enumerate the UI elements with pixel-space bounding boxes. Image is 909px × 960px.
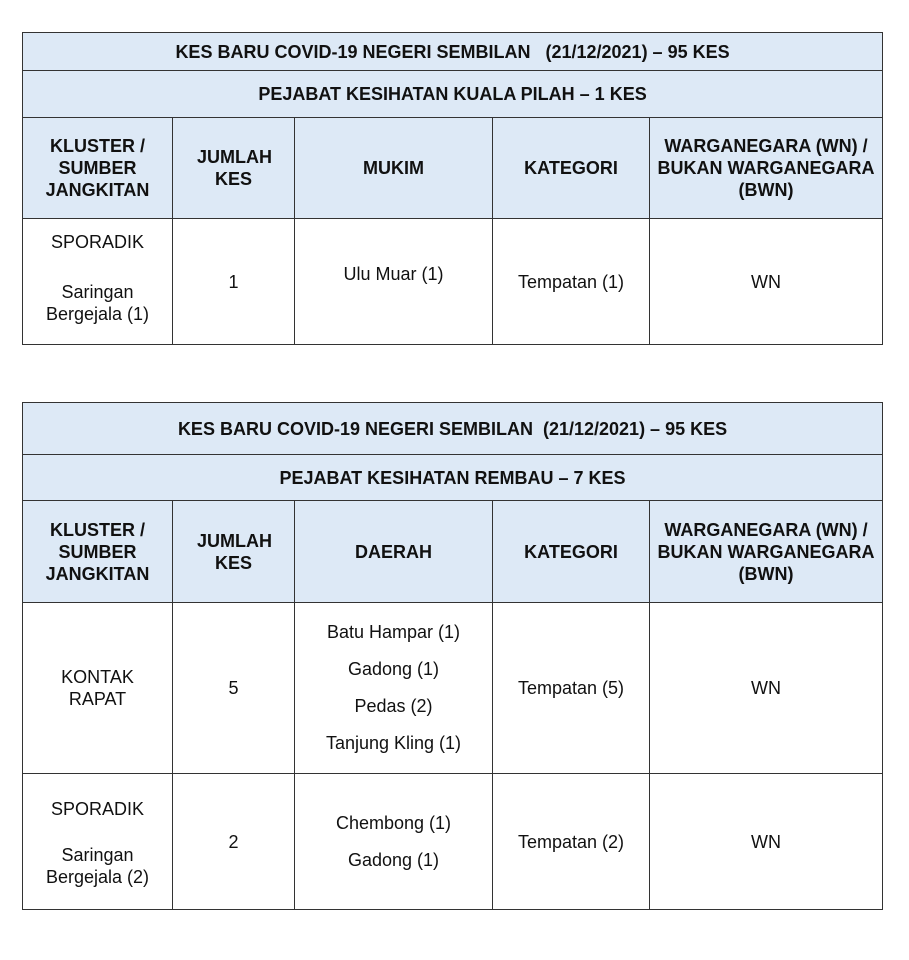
citizenship-cell: WN bbox=[650, 603, 883, 774]
location-item: Pedas (2) bbox=[354, 696, 433, 716]
category-cell: Tempatan (1) bbox=[493, 219, 650, 345]
location-item: Tanjung Kling (1) bbox=[325, 733, 462, 753]
location-item: Gadong (1) bbox=[347, 659, 440, 679]
source-cell bbox=[23, 603, 173, 774]
location-item: Batu Hampar (1) bbox=[326, 622, 461, 642]
source-label: SPORADIK bbox=[50, 232, 145, 252]
category-cell: Tempatan (5) bbox=[493, 603, 650, 774]
header-citizenship: WARGANEGARA (WN) / BUKAN WARGANEGARA (BWN) bbox=[650, 118, 883, 219]
source-label: KONTAK RAPAT bbox=[61, 667, 134, 709]
table-title: KES BARU COVID-19 NEGERI SEMBILAN (21/12/2021) – 95 KES bbox=[23, 403, 883, 455]
count-cell: 5 bbox=[173, 603, 295, 774]
source-detail: Saringan Bergejala (2) bbox=[45, 845, 150, 887]
citizenship-cell: WN bbox=[650, 219, 883, 345]
header-count: JUMLAH KES bbox=[173, 501, 295, 603]
header-category: KATEGORI bbox=[493, 118, 650, 219]
count-cell: 2 bbox=[173, 774, 295, 910]
table-subtitle: PEJABAT KESIHATAN REMBAU – 7 KES bbox=[23, 455, 883, 501]
header-citizenship: WARGANEGARA (WN) / BUKAN WARGANEGARA (BWN) bbox=[650, 501, 883, 603]
header-location: DAERAH bbox=[295, 501, 493, 603]
location-cell bbox=[295, 603, 493, 774]
location-cell bbox=[295, 774, 493, 910]
header-source: KLUSTER / SUMBER JANGKITAN bbox=[23, 501, 173, 603]
location-item: Chembong (1) bbox=[335, 812, 452, 833]
source-detail: Saringan Bergejala (1) bbox=[45, 282, 150, 324]
header-source: KLUSTER / SUMBER JANGKITAN bbox=[23, 118, 173, 219]
table-title: KES BARU COVID-19 NEGERI SEMBILAN (21/12/2021) – 95 KES bbox=[23, 33, 883, 71]
header-category: KATEGORI bbox=[493, 501, 650, 603]
table-row bbox=[23, 774, 883, 910]
table-row bbox=[23, 219, 883, 345]
location-item: Ulu Muar (1) bbox=[343, 264, 444, 284]
location-item: Gadong (1) bbox=[347, 849, 440, 870]
source-cell bbox=[23, 774, 173, 910]
table-row bbox=[23, 603, 883, 774]
count-cell: 1 bbox=[173, 219, 295, 345]
header-count: JUMLAH KES bbox=[173, 118, 295, 219]
header-location: MUKIM bbox=[295, 118, 493, 219]
case-table-kuala-pilah bbox=[22, 32, 883, 345]
location-cell bbox=[295, 219, 493, 345]
source-label: SPORADIK bbox=[50, 799, 145, 819]
source-cell bbox=[23, 219, 173, 345]
table-subtitle: PEJABAT KESIHATAN KUALA PILAH – 1 KES bbox=[23, 71, 883, 118]
case-table-rembau bbox=[22, 402, 883, 910]
citizenship-cell: WN bbox=[650, 774, 883, 910]
category-cell: Tempatan (2) bbox=[493, 774, 650, 910]
